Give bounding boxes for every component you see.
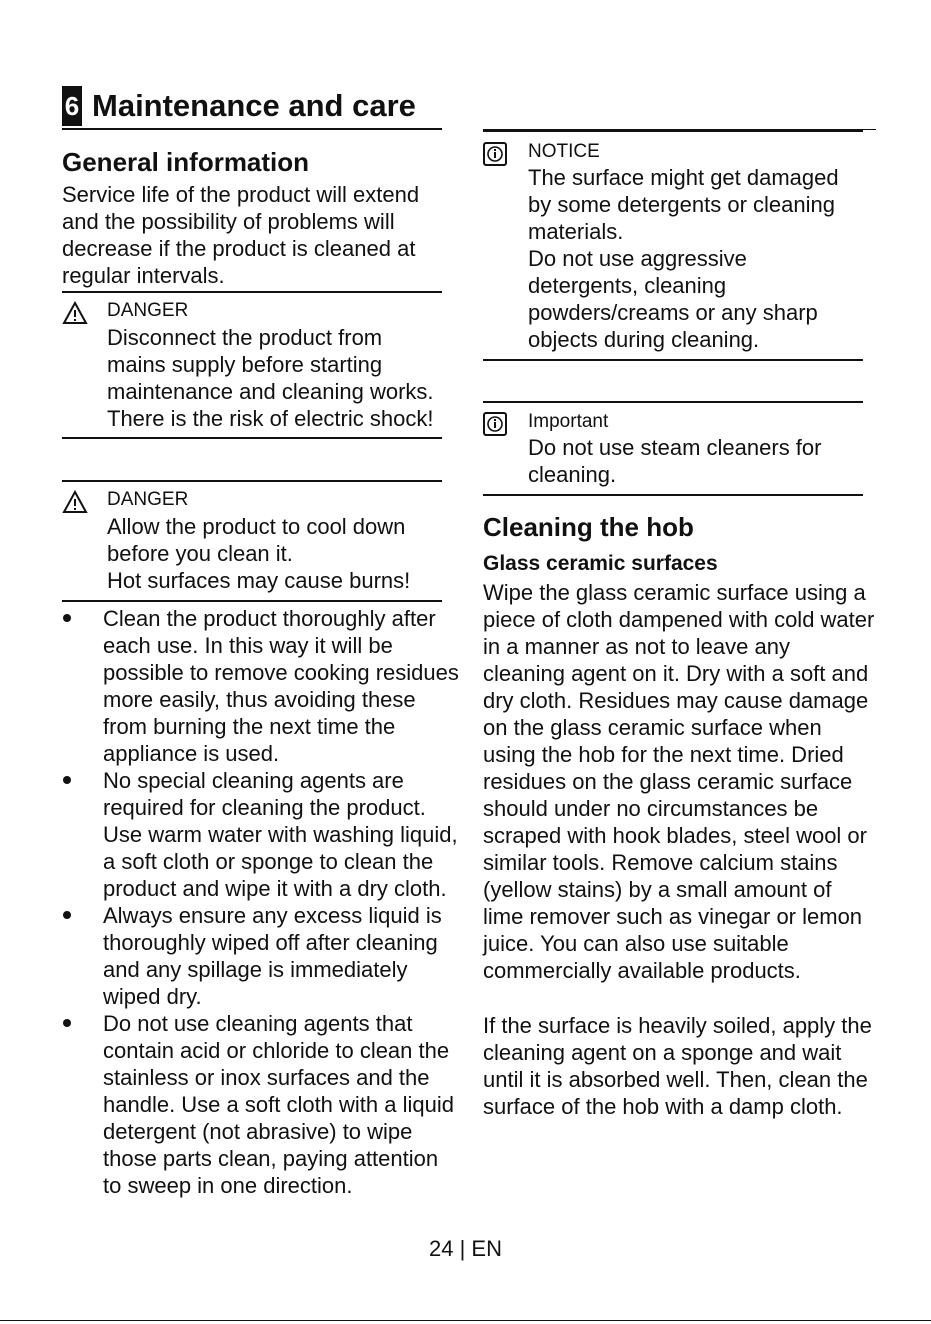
danger1-line: maintenance and cleaning works. [107, 379, 434, 404]
warning-triangle-icon [62, 301, 88, 325]
bullet-icon [63, 776, 71, 784]
notice-label: NOTICE [528, 141, 600, 162]
notice-text [528, 164, 873, 353]
glass-ceramic-subheading: Glass ceramic surfaces [483, 552, 718, 575]
danger2-line: before you clean it. [107, 541, 293, 566]
list-item-text: No special cleaning agents are required for cleaning the product. Use warm water with washing liquid, a soft cloth or sponge to clean the product and wipe it with a dry cloth. [103, 768, 458, 901]
danger1-line: Disconnect the product from [107, 325, 383, 350]
info-icon [483, 142, 507, 166]
danger1-bottom-rule [62, 437, 442, 439]
page-number: 24 | EN [429, 1236, 502, 1261]
danger1-text [107, 324, 452, 432]
list-item [63, 767, 459, 902]
info-icon [483, 412, 507, 436]
notice-line: powders/creams or any sharp [528, 300, 818, 325]
danger2-bottom-rule [62, 600, 442, 602]
notice-line: objects during cleaning. [528, 327, 760, 352]
bullet-icon [63, 911, 71, 919]
hob-paragraph-1: Wipe the glass ceramic surface using a piece of cloth dampened with cold water in a manner as not to leave any cleaning agent on it. Dry with a soft and dry cloth. Residues may cause damage on the glass ceramic surface when using the hob for the next time. Dried residues on the glass ceramic surface should under no circumstances be scraped with hook blades, steel wool or similar tools. Remove calcium stains (yellow stains) by a small amount of lime remover such as vinegar or lemon juice. You can also use suitable commercially available products. [483, 580, 875, 983]
list-item-text: Do not use cleaning agents that contain acid or chloride to clean the stainless or inox surfaces and the handle. Use a soft cloth with a liquid detergent (not abrasive) to wipe those parts clean, paying attention to sweep in one direction. [103, 1011, 454, 1198]
notice-bottom-rule [483, 359, 863, 361]
hob-paragraph-2: If the surface is heavily soiled, apply the cleaning agent on a sponge and wait until it is absorbed well. Then, clean the surface of the hob with a damp cloth. [483, 1013, 872, 1119]
notice-top-rule [483, 130, 863, 132]
general-information-heading: General information [62, 147, 310, 177]
notice-line: Do not use aggressive [528, 246, 747, 271]
notice-line: materials. [528, 219, 624, 244]
important-text [528, 434, 873, 488]
notice-line: The surface might get damaged [528, 165, 839, 190]
list-item [63, 605, 459, 767]
chapter-rule [62, 128, 442, 130]
bottom-rule [0, 1320, 931, 1321]
danger2-line: Hot surfaces may cause burns! [107, 568, 411, 593]
important-bottom-rule [483, 494, 863, 496]
notice-line: by some detergents or cleaning [528, 192, 835, 217]
general-intro: Service life of the product will extend and the possibility of problems will decrease if the product is cleaned at regular intervals. [62, 182, 420, 288]
chapter-title: Maintenance and care [92, 88, 416, 123]
important-top-rule [483, 401, 863, 403]
list-item-text: Clean the product thoroughly after each use. In this way it will be possible to remove cooking residues more easily, thus avoiding these from burning the next time the appliance is used. [103, 606, 459, 766]
list-item-text: Always ensure any excess liquid is thoroughly wiped off after cleaning and any spillage is immediately wiped dry. [103, 903, 442, 1009]
important-label: Important [528, 411, 609, 432]
danger2-text [107, 513, 452, 594]
bullet-icon [63, 614, 71, 622]
bullet-icon [63, 1019, 71, 1027]
danger2-label: DANGER [107, 489, 189, 510]
cleaning-tips-list [63, 605, 459, 1199]
notice-line: detergents, cleaning [528, 273, 727, 298]
list-item [63, 1010, 459, 1199]
cleaning-hob-heading: Cleaning the hob [483, 512, 694, 542]
danger1-line: mains supply before starting [107, 352, 383, 377]
danger1-label: DANGER [107, 300, 189, 321]
list-item [63, 902, 459, 1010]
important-line: cleaning. [528, 462, 617, 487]
danger2-line: Allow the product to cool down [107, 514, 406, 539]
important-line: Do not use steam cleaners for [528, 435, 822, 460]
warning-triangle-icon [62, 490, 88, 514]
danger1-top-rule [62, 291, 442, 293]
chapter-number: 6 [62, 86, 82, 126]
danger1-line: There is the risk of electric shock! [107, 406, 434, 431]
danger2-top-rule [62, 480, 442, 482]
